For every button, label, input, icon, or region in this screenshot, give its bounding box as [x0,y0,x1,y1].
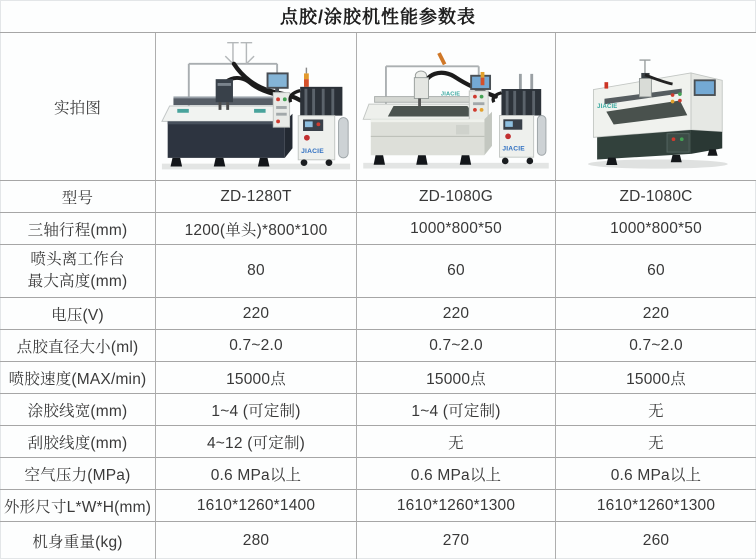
spec-value: 270 [357,522,556,559]
spec-value: 0.7~2.0 [156,330,357,362]
spec-value: 260 [642,531,670,549]
label-dispense-speed: 喷胶速度(MAX/min) [0,362,156,394]
label-nozzle-height-line2: 最大高度(mm) [27,273,128,290]
spec-value: 无 [357,426,556,458]
spec-value: 1610*1260*1400 [156,490,357,522]
spec-value: 1~4 (可定制) [156,394,357,426]
spec-value: 1610*1260*1300 [357,490,556,522]
spec-value: 60 [357,245,556,298]
spec-value: 4~12 (可定制) [156,426,357,458]
spec-value: 0.7~2.0 [556,330,756,362]
spec-value: 无 [556,394,756,426]
spec-value: 15000点 [357,362,556,394]
spec-value: 220 [556,298,756,330]
spec-value: ZD-1280T [156,181,357,213]
label-nozzle-height-line1: 喷头离工作台 [30,250,125,268]
spec-value: 1000*800*50 [556,213,756,245]
photo-cell-zd-1080g [357,33,556,181]
label-axis-travel: 三轴行程(mm) [0,213,156,245]
spec-value: 0.6 MPa以上 [156,458,357,490]
spec-value: 220 [156,298,357,330]
machine-photo-zd-1080c [564,38,748,176]
spec-value: ZD-1080G [357,181,556,213]
spec-value: 1610*1260*1300 [556,490,756,522]
spec-value: 280 [156,522,357,559]
brand-logo: JIACIE [597,103,618,110]
spec-value: 15000点 [156,362,357,394]
spec-value: 1000*800*50 [357,213,556,245]
photo-cell-zd-1280t [156,33,357,181]
label-model: 型号 [0,181,156,213]
machine-photo-zd-1280t [159,35,353,179]
label-dimensions: 外形尺寸L*W*H(mm) [0,490,156,522]
spec-value: 220 [357,298,556,330]
label-air-pressure: 空气压力(MPa) [0,458,156,490]
photo-row-label: 实拍图 [0,33,156,181]
spec-value: 1~4 (可定制) [357,394,556,426]
spec-value: 无 [556,426,756,458]
brand-logo: JIACIE [502,145,525,153]
spec-value: 0.7~2.0 [357,330,556,362]
brand-logo: JIACIE [440,91,461,98]
label-scrape-line-width: 刮胶线度(mm) [0,426,156,458]
label-coating-line-width: 涂胶线宽(mm) [0,394,156,426]
spec-value: 0.6 MPa以上 [357,458,556,490]
spec-value: ZD-1080C [556,181,756,213]
spec-value: 1200(单头)*800*100 [156,213,357,245]
table-title: 点胶/涂胶机性能参数表 [0,0,756,33]
brand-logo: JIACIE [301,147,324,155]
spec-value: 0.6 MPa以上 [556,458,756,490]
label-voltage: 电压(V) [0,298,156,330]
spec-value: 80 [156,245,357,298]
label-nozzle-height [0,245,156,298]
label-dot-diameter: 点胶直径大小(ml) [0,330,156,362]
photo-cell-zd-1080c [556,33,756,181]
spec-value: 60 [556,245,756,298]
spec-value: 15000点 [556,362,756,394]
machine-photo-zd-1080g [360,36,552,178]
label-weight: 机身重量(kg) [0,522,156,559]
